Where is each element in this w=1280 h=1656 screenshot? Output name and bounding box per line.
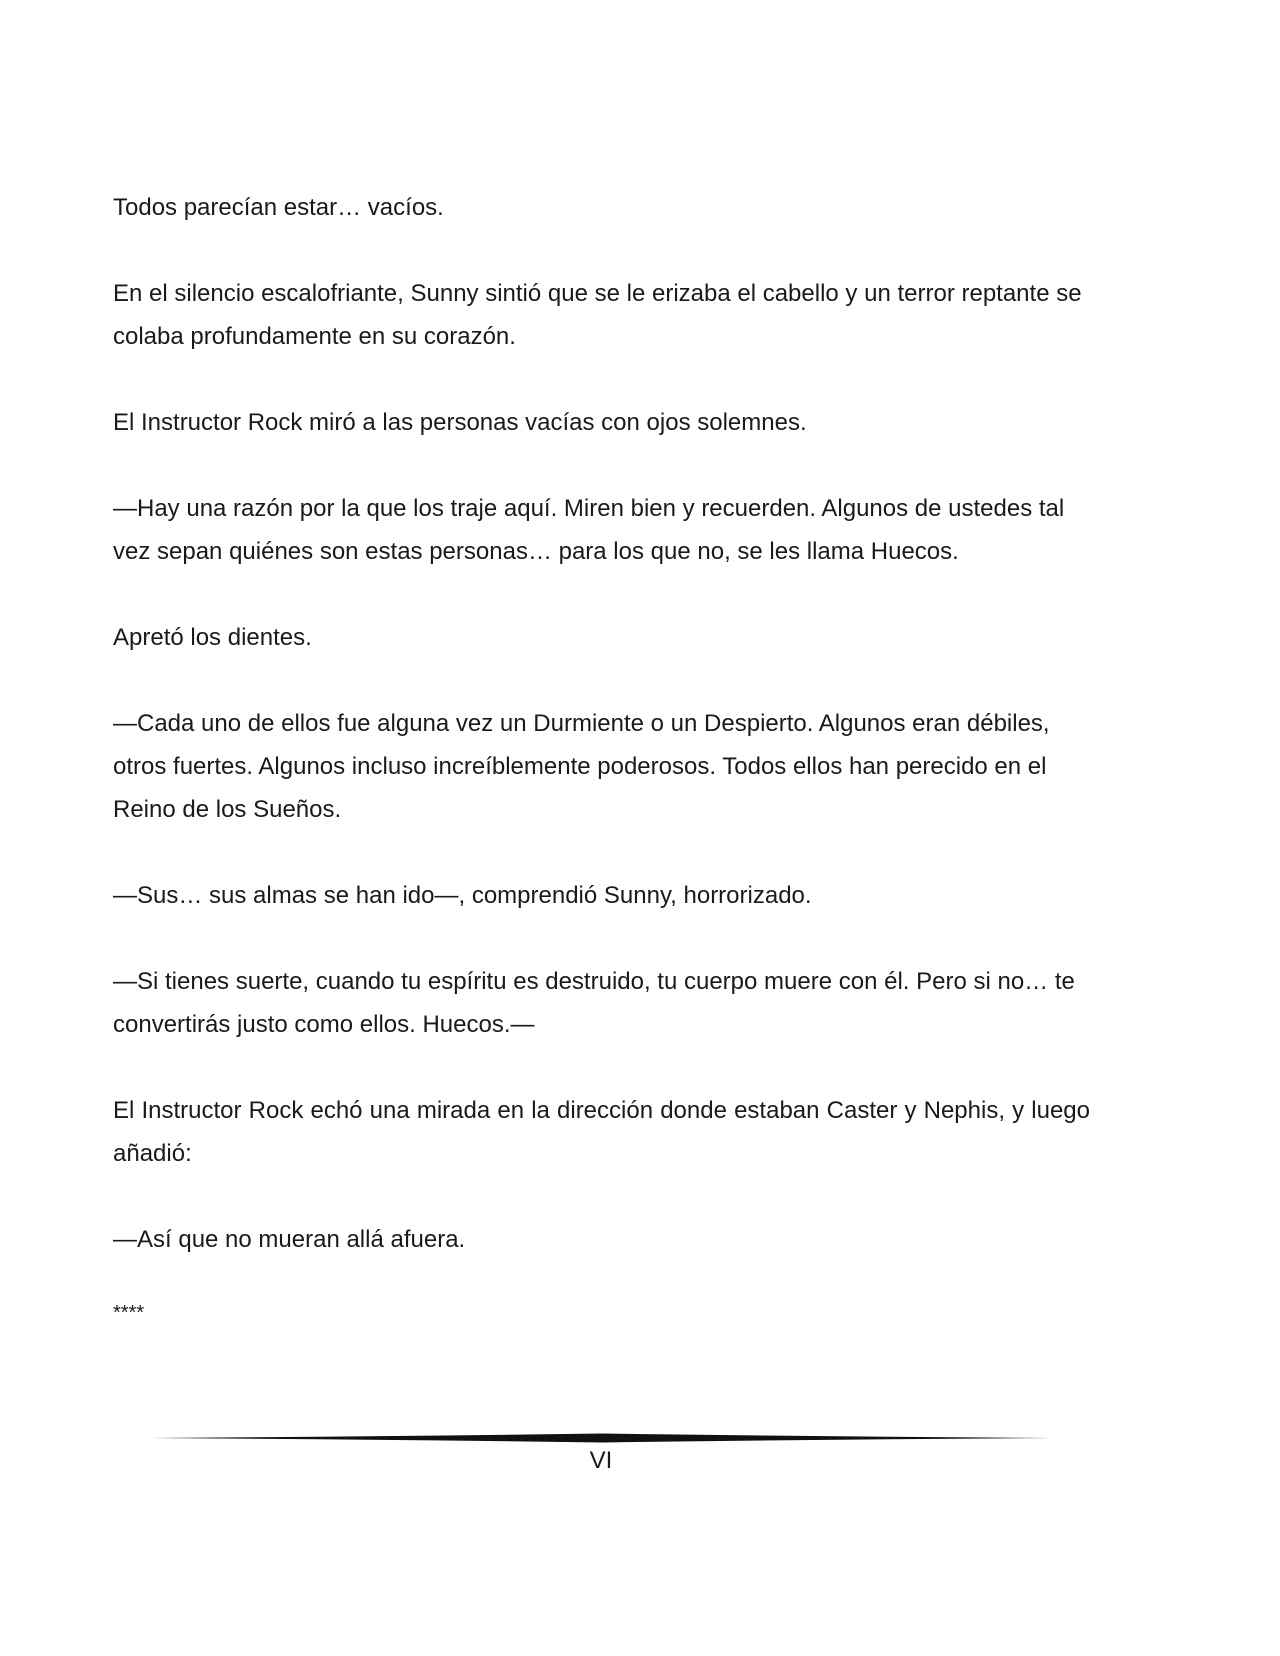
paragraph-3: El Instructor Rock miró a las personas vacías con ojos solemnes. — [113, 409, 807, 436]
paragraph-6: —Cada uno de ellos fue alguna vez un Durmiente o un Despierto. Algunos eran débiles, otros fuertes. Algunos incluso increíblemente poderosos. Todos ellos han perecido en el Reino de los Sueños. — [113, 710, 1050, 823]
paragraph-2: En el silencio escalofriante, Sunny sintió que se le erizaba el cabello y un terror reptante se colaba profundamente en su corazón. — [113, 280, 1082, 350]
paragraph-5: Apretó los dientes. — [113, 624, 312, 651]
paragraph-8: —Si tienes suerte, cuando tu espíritu es destruido, tu cuerpo muere con él. Pero si no… te convertirás justo como ellos. Huecos.— — [113, 968, 1075, 1038]
paragraph-1: Todos parecían estar… vacíos. — [113, 194, 444, 221]
paragraph-9: El Instructor Rock echó una mirada en la dirección donde estaban Caster y Nephis, y luego añadió: — [113, 1097, 1090, 1167]
paragraph-4: —Hay una razón por la que los traje aquí. Miren bien y recuerden. Algunos de ustedes tal vez sepan quiénes son estas personas… para los que no, se les llama Huecos. — [113, 495, 1065, 565]
page-number: VI — [589, 1447, 613, 1474]
chapter-body — [113, 186, 1090, 1328]
scene-break: **** — [113, 1302, 145, 1324]
paragraph-7: —Sus… sus almas se han ido—, comprendió Sunny, horrorizado. — [113, 882, 812, 909]
paragraph-10: —Así que no mueran allá afuera. — [113, 1226, 466, 1253]
footer-rule — [152, 1432, 1052, 1444]
footer-rule-shape — [152, 1434, 1052, 1443]
